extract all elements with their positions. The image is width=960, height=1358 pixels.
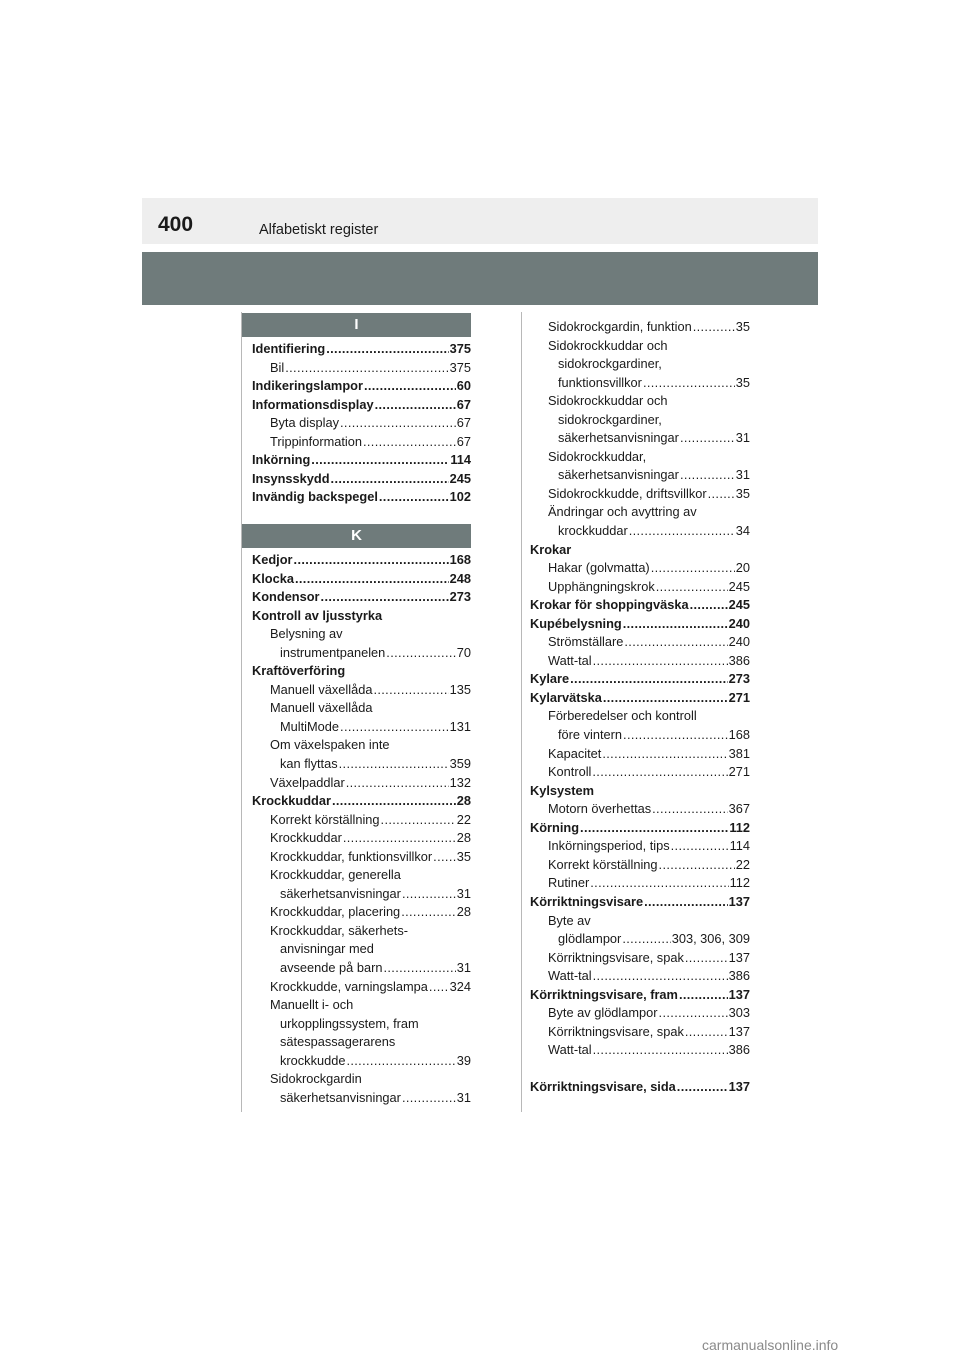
index-entry: [530, 707, 750, 726]
index-entry: [530, 930, 750, 949]
index-entry: [530, 949, 750, 968]
dot-leader: [685, 1023, 728, 1042]
index-entry: [252, 959, 471, 978]
entry-label: Krockkudde, varningslampa: [270, 978, 428, 994]
entry-label: Kylare: [530, 671, 570, 687]
dot-leader: [364, 377, 456, 396]
entry-label: Korrekt körställning: [548, 856, 658, 872]
entry-label: Krockkuddar, generella: [270, 867, 401, 883]
entry-label: Korrekt körställning: [270, 811, 380, 827]
entry-page-number: 31: [456, 1089, 471, 1105]
entry-page-number: 22: [735, 856, 750, 872]
index-entry: [530, 967, 750, 986]
dot-leader: [331, 470, 449, 489]
entry-label: Krockkuddar: [270, 830, 342, 846]
index-entry: [252, 718, 471, 737]
index-entry: [530, 986, 750, 1005]
entry-label: Indikeringslampor: [252, 378, 363, 394]
entry-page-number: 375: [449, 359, 471, 375]
dot-leader: [339, 755, 449, 774]
index-entry: [530, 596, 750, 615]
dot-leader: [570, 670, 728, 689]
dot-leader: [593, 652, 728, 671]
dot-leader: [624, 633, 727, 652]
dot-leader: [580, 819, 728, 838]
dot-leader: [593, 967, 728, 986]
index-entry: [530, 503, 750, 522]
header-title: Alfabetiskt register: [259, 222, 379, 238]
index-entry: [530, 541, 750, 560]
index-entry: [530, 837, 750, 856]
index-list-k: [252, 551, 471, 1107]
dot-leader: [651, 559, 735, 578]
index-entry: [530, 522, 750, 541]
index-list-i: [252, 340, 471, 507]
index-entry: [252, 792, 471, 811]
entry-label: sidokrockgardiner,: [558, 411, 662, 427]
index-entry: [252, 588, 471, 607]
index-entry: [252, 903, 471, 922]
entry-page-number: 240: [728, 615, 750, 631]
entry-page-number: 67: [456, 396, 471, 412]
dot-leader: [375, 396, 456, 415]
entry-label: Körriktningsvisare, sida: [530, 1078, 676, 1094]
section-header-k: [242, 524, 471, 548]
index-entry: [252, 1089, 471, 1108]
index-entry: [530, 912, 750, 931]
index-entry: [252, 488, 471, 507]
entry-page-number: 367: [728, 801, 750, 817]
dot-leader: [332, 792, 456, 811]
dot-leader: [343, 829, 456, 848]
entry-label: kan flyttas: [280, 756, 338, 772]
dot-leader: [326, 340, 448, 359]
dot-leader: [643, 374, 735, 393]
index-entry: [252, 570, 471, 589]
watermark: carmanualsonline.info: [702, 1337, 839, 1353]
dot-leader: [603, 689, 728, 708]
entry-page-number: 131: [449, 718, 471, 734]
entry-label: Byta display: [270, 415, 339, 431]
entry-label: säkerhetsanvisningar: [558, 430, 679, 446]
entry-page-number: 20: [735, 560, 750, 576]
dot-leader: [311, 451, 449, 470]
index-entry: [530, 1041, 750, 1060]
page-number: 400: [158, 213, 194, 236]
left-column-rule: [241, 312, 242, 1112]
index-entry: [530, 1078, 750, 1097]
entry-label: avseende på barn: [280, 960, 383, 976]
entry-page-number: 303: [728, 1005, 750, 1021]
entry-label: Krokar: [530, 541, 572, 557]
index-entry: [252, 978, 471, 997]
index-entry: [530, 633, 750, 652]
index-entry: [530, 411, 750, 430]
index-entry: [530, 745, 750, 764]
entry-page-number: 271: [728, 689, 750, 705]
entry-page-number: 248: [449, 570, 471, 586]
dot-leader: [671, 837, 729, 856]
entry-label: Klocka: [252, 570, 294, 586]
dot-leader: [656, 578, 728, 597]
entry-page-number: 273: [449, 589, 471, 605]
entry-label: Körriktningsvisare: [530, 893, 644, 909]
entry-page-number: 137: [728, 1023, 750, 1039]
dot-leader: [602, 745, 727, 764]
entry-page-number: 245: [449, 470, 471, 486]
section-header-i: [242, 313, 471, 337]
entry-page-number: 271: [728, 764, 750, 780]
index-entry: [530, 726, 750, 745]
entry-label: Krokar för shoppingväska: [530, 597, 689, 613]
dot-leader: [659, 1004, 728, 1023]
index-entry: [252, 625, 471, 644]
dot-leader: [592, 763, 727, 782]
index-list-right: [530, 318, 750, 1096]
index-entry: [252, 607, 471, 626]
entry-label: Kontroll av ljusstyrka: [252, 607, 383, 623]
dot-leader: [402, 1089, 456, 1108]
entry-label: Inkörning: [252, 452, 311, 468]
index-entry: [252, 644, 471, 663]
index-entry: [530, 893, 750, 912]
entry-label: Hakar (golvmatta): [548, 560, 650, 576]
entry-label: Krockkuddar, säkerhets-: [270, 922, 408, 938]
entry-page-number: 137: [728, 1078, 750, 1094]
entry-label: krockkudde: [280, 1052, 346, 1068]
index-entry: [530, 874, 750, 893]
entry-label: Identifiering: [252, 341, 326, 356]
entry-label: före vintern: [558, 727, 623, 743]
index-entry: [530, 337, 750, 356]
dot-leader: [285, 359, 448, 378]
entry-page-number: 135: [449, 681, 471, 697]
entry-label: instrumentpanelen: [280, 644, 386, 660]
entry-page-number: 245: [728, 597, 750, 613]
entry-page-number: 168: [728, 727, 750, 743]
index-entry: [530, 1023, 750, 1042]
entry-page-number: 386: [728, 968, 750, 984]
entry-label: Sidokrockkuddar,: [548, 448, 647, 464]
entry-label: Kylsystem: [530, 782, 595, 798]
entry-label: Bil: [270, 359, 285, 375]
entry-page-number: 35: [456, 848, 471, 864]
dot-leader: [629, 522, 735, 541]
index-entry: [530, 763, 750, 782]
index-entry: [252, 340, 471, 359]
dot-leader: [708, 485, 735, 504]
entry-page-number: 112: [729, 819, 750, 835]
entry-page-number: 35: [735, 374, 750, 390]
section-letter: I: [354, 316, 359, 333]
index-entry: [530, 578, 750, 597]
dot-leader: [294, 551, 449, 570]
index-entry: [252, 885, 471, 904]
entry-page-number: 381: [728, 745, 750, 761]
index-entry: [530, 615, 750, 634]
index-entry: [252, 922, 471, 941]
dot-leader: [433, 848, 456, 867]
index-entry: [530, 689, 750, 708]
index-entry: [530, 670, 750, 689]
index-entry: [252, 699, 471, 718]
dot-leader: [379, 488, 449, 507]
entry-label: Växelpaddlar: [270, 774, 345, 790]
index-entry: [252, 662, 471, 681]
spacer: [530, 1060, 750, 1078]
entry-label: Körriktningsvisare, spak: [548, 1023, 684, 1039]
entry-label: Kontroll: [548, 764, 592, 780]
index-entry: [530, 466, 750, 485]
page-header: [142, 198, 818, 244]
entry-label: säkerhetsanvisningar: [280, 885, 401, 901]
index-entry: [252, 940, 471, 959]
entry-page-number: 137: [728, 986, 750, 1002]
dot-leader: [680, 429, 735, 448]
entry-label: Kylarvätska: [530, 689, 602, 705]
entry-label: Körning: [530, 819, 580, 835]
index-entry: [252, 848, 471, 867]
middle-column-rule: [521, 312, 522, 1112]
entry-label: Kraftöverföring: [252, 663, 346, 679]
entry-label: anvisningar med: [280, 941, 374, 957]
dot-leader: [623, 615, 728, 634]
entry-page-number: 386: [728, 1042, 750, 1058]
dot-leader: [429, 978, 449, 997]
entry-label: Watt-tal: [548, 652, 592, 668]
entry-label: Insynsskydd: [252, 470, 330, 486]
entry-label: Strömställare: [548, 634, 624, 650]
dot-leader: [401, 903, 456, 922]
index-entry: [530, 374, 750, 393]
dot-leader: [373, 681, 448, 700]
entry-page-number: 112: [729, 875, 750, 891]
entry-page-number: 137: [728, 949, 750, 965]
index-entry: [252, 829, 471, 848]
index-entry: [530, 819, 750, 838]
entry-label: Upphängningskrok: [548, 578, 655, 594]
dot-leader: [340, 414, 456, 433]
entry-page-number: 35: [735, 319, 750, 334]
entry-page-number: 39: [456, 1052, 471, 1068]
entry-page-number: 273: [728, 671, 750, 687]
index-entry: [252, 359, 471, 378]
dot-leader: [590, 874, 728, 893]
index-entry: [252, 736, 471, 755]
entry-page-number: 245: [728, 578, 750, 594]
dot-leader: [386, 644, 455, 663]
index-entry: [530, 782, 750, 801]
entry-page-number: 359: [449, 756, 471, 772]
entry-label: urkopplingssystem, fram: [280, 1015, 419, 1031]
entry-page-number: 67: [456, 433, 471, 449]
index-entry: [530, 856, 750, 875]
index-entry: [252, 451, 471, 470]
index-entry: [252, 811, 471, 830]
index-entry: [252, 414, 471, 433]
dot-leader: [321, 588, 449, 607]
entry-label: Inkörningsperiod, tips: [548, 838, 670, 854]
entry-label: Sidokrockkudde, driftsvillkor: [548, 485, 707, 501]
entry-label: funktionsvillkor: [558, 374, 642, 390]
entry-label: Manuell växellåda: [270, 700, 373, 716]
index-entry: [530, 392, 750, 411]
dot-leader: [346, 774, 449, 793]
entry-page-number: 28: [456, 793, 471, 809]
section-letter: K: [351, 527, 362, 544]
entry-label: Krockkuddar, funktionsvillkor: [270, 848, 433, 864]
entry-label: Kedjor: [252, 552, 293, 567]
dot-leader: [679, 986, 728, 1005]
dot-leader: [652, 800, 728, 819]
entry-label: krockkuddar: [558, 523, 628, 539]
index-entry: [252, 1015, 471, 1034]
entry-page-number: 240: [728, 634, 750, 650]
entry-label: säkerhetsanvisningar: [558, 467, 679, 483]
entry-label: Byte av glödlampor: [548, 1005, 658, 1021]
header-band: [142, 252, 818, 305]
entry-label: Belysning av: [270, 626, 343, 642]
entry-page-number: 60: [456, 378, 471, 394]
index-entry: [252, 470, 471, 489]
entry-label: Ändringar och avyttring av: [548, 504, 697, 520]
index-entry: [530, 355, 750, 374]
entry-label: Körriktningsvisare, spak: [548, 949, 684, 965]
entry-label: Krockkuddar, placering: [270, 904, 401, 920]
entry-label: Kondensor: [252, 589, 320, 605]
entry-label: Förberedelser och kontroll: [548, 708, 697, 724]
entry-page-number: 324: [449, 978, 471, 994]
index-entry: [252, 866, 471, 885]
entry-page-number: 22: [456, 811, 471, 827]
dot-leader: [659, 856, 735, 875]
dot-leader: [363, 433, 456, 452]
dot-leader: [677, 1078, 728, 1097]
entry-page-number: 31: [456, 885, 471, 901]
index-entry: [252, 396, 471, 415]
entry-page-number: 28: [456, 830, 471, 846]
index-entry: [530, 800, 750, 819]
entry-page-number: 114: [729, 838, 750, 854]
index-entry: [530, 652, 750, 671]
entry-label: Manuellt i- och: [270, 997, 354, 1013]
entry-label: Rutiner: [548, 875, 590, 891]
dot-leader: [690, 596, 728, 615]
entry-page-number: 28: [456, 904, 471, 920]
entry-label: sätespassagerarens: [280, 1034, 396, 1050]
entry-label: Sidokrockkuddar och: [548, 337, 668, 353]
dot-leader: [340, 718, 449, 737]
entry-page-number: 132: [449, 774, 471, 790]
index-entry: [252, 996, 471, 1015]
entry-label: sidokrockgardiner,: [558, 356, 662, 372]
dot-leader: [381, 811, 456, 830]
dot-leader: [593, 1041, 728, 1060]
entry-page-number: 375: [449, 341, 471, 356]
dot-leader: [346, 1052, 455, 1071]
entry-page-number: 102: [449, 489, 471, 505]
index-entry: [530, 1004, 750, 1023]
entry-label: Informationsdisplay: [252, 396, 374, 412]
entry-label: Invändig backspegel: [252, 489, 378, 505]
dot-leader: [623, 726, 728, 745]
dot-leader: [295, 570, 449, 589]
entry-label: Watt-tal: [548, 1042, 592, 1058]
dot-leader: [685, 949, 728, 968]
index-entry: [252, 377, 471, 396]
index-entry: [252, 681, 471, 700]
entry-label: säkerhetsanvisningar: [280, 1089, 401, 1105]
index-entry: [252, 1052, 471, 1071]
index-entry: [252, 433, 471, 452]
entry-label: Motorn överhettas: [548, 801, 652, 817]
entry-label: Kapacitet: [548, 745, 602, 761]
index-entry: [252, 1070, 471, 1089]
index-entry: [530, 448, 750, 467]
entry-label: glödlampor: [558, 931, 622, 947]
entry-label: Byte av: [548, 912, 591, 928]
entry-page-number: 168: [449, 552, 471, 567]
index-entry: [252, 755, 471, 774]
entry-label: Manuell växellåda: [270, 681, 373, 697]
dot-leader: [383, 959, 455, 978]
index-entry: [530, 485, 750, 504]
dot-leader: [680, 466, 735, 485]
index-entry: [530, 318, 750, 337]
entry-page-number: 31: [456, 960, 471, 976]
dot-leader: [622, 930, 670, 949]
index-entry: [530, 429, 750, 448]
dot-leader: [693, 318, 735, 337]
index-entry: [530, 559, 750, 578]
entry-page-number: 303, 306, 309: [671, 931, 750, 947]
index-entry: [252, 551, 471, 570]
entry-label: Krockkuddar: [252, 793, 331, 809]
entry-label: Körriktningsvisare, fram: [530, 986, 678, 1002]
entry-label: Sidokrockkuddar och: [548, 393, 668, 409]
entry-page-number: 67: [456, 415, 471, 431]
entry-page-number: 34: [735, 523, 750, 539]
index-entry: [252, 1033, 471, 1052]
entry-label: Trippinformation: [270, 433, 362, 449]
entry-page-number: 386: [728, 652, 750, 668]
entry-label: Sidokrockgardin, funktion: [548, 319, 692, 334]
entry-label: MultiMode: [280, 718, 340, 734]
entry-page-number: 114: [450, 452, 471, 468]
entry-page-number: 35: [735, 485, 750, 501]
dot-leader: [402, 885, 456, 904]
entry-label: Sidokrockgardin: [270, 1071, 362, 1087]
dot-leader: [644, 893, 728, 912]
entry-page-number: 31: [735, 467, 750, 483]
entry-page-number: 31: [735, 430, 750, 446]
entry-page-number: 70: [456, 644, 471, 660]
entry-label: Om växelspaken inte: [270, 737, 390, 753]
entry-label: Watt-tal: [548, 968, 592, 984]
entry-label: Kupébelysning: [530, 615, 622, 631]
index-entry: [252, 774, 471, 793]
entry-page-number: 137: [728, 893, 750, 909]
